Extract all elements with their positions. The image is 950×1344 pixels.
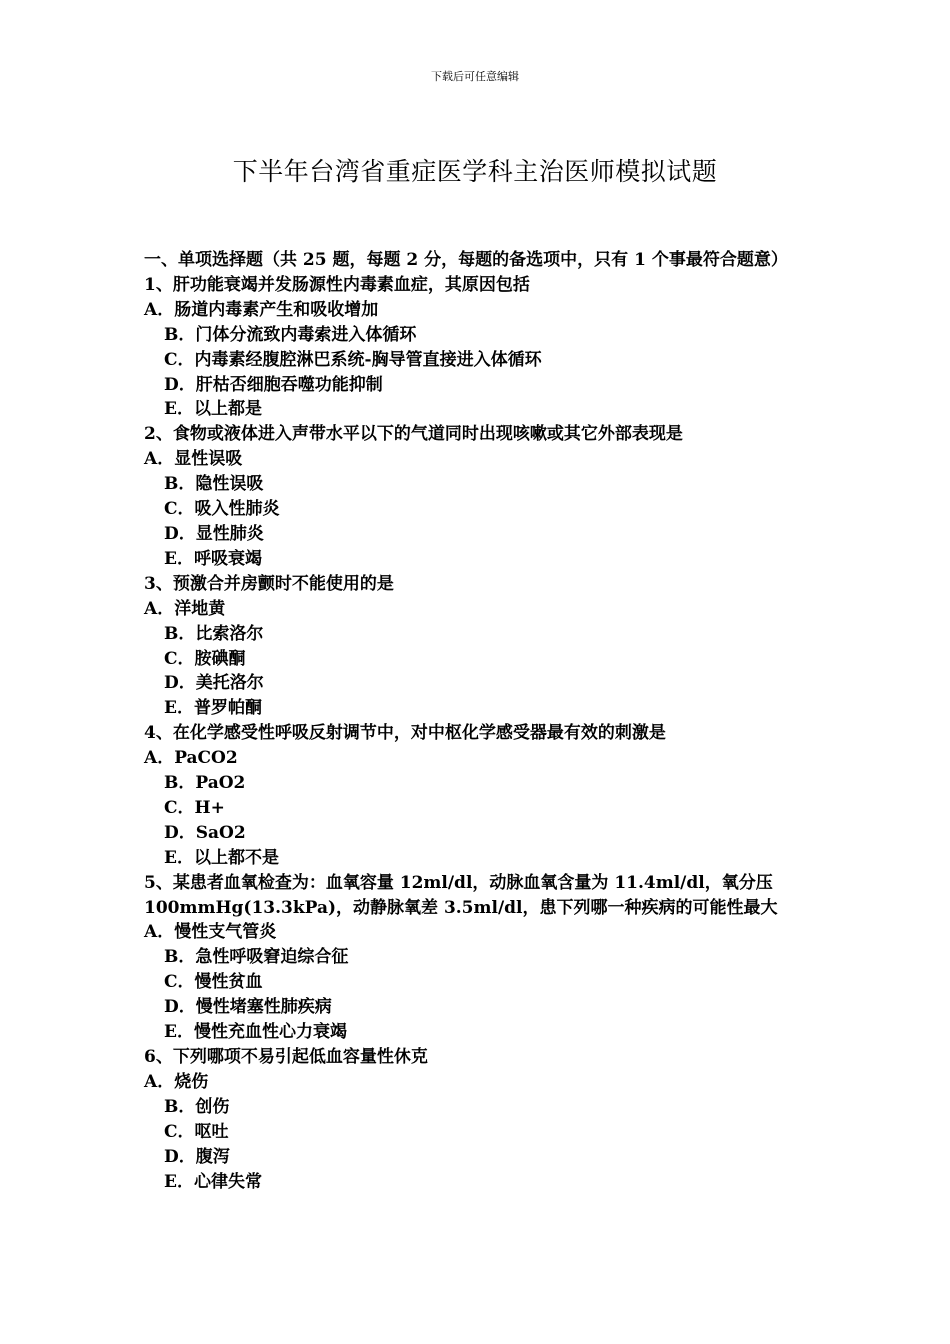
option-a: A．慢性支气管炎: [144, 922, 277, 943]
option-b: B．比索洛尔: [164, 623, 264, 644]
question-3: [144, 572, 814, 721]
option-e: E．普罗帕酮: [164, 698, 262, 719]
option-e: E．慢性充血性心力衰竭: [164, 1022, 347, 1043]
document-title: 下半年台湾省重症医学科主治医师模拟试题: [232, 157, 718, 186]
option-c: C．H+: [164, 797, 225, 818]
option-d: D．SaO2: [164, 822, 246, 843]
option-a: A．肠道内毒素产生和吸收增加: [144, 299, 379, 320]
question-2: [144, 422, 814, 571]
option-c: C．吸入性肺炎: [164, 499, 280, 520]
option-c: C．内毒素经腹腔淋巴系统-胸导管直接进入体循环: [164, 349, 542, 370]
option-a: A．PaCO2: [144, 748, 238, 769]
option-c: C．呕吐: [164, 1121, 229, 1142]
option-d: D．腹泻: [164, 1146, 230, 1167]
option-a: A．洋地黄: [144, 598, 226, 619]
option-a: A．烧伤: [144, 1071, 209, 1092]
option-c: C．胺碘酮: [164, 648, 246, 669]
option-e: E．以上都是: [164, 399, 262, 420]
question-5: [144, 871, 814, 1045]
option-d: D．肝枯否细胞吞噬功能抑制: [164, 374, 383, 395]
question-stem: 6、下列哪项不易引起低血容量性休克: [144, 1047, 428, 1067]
question-stem: 2、食物或液体进入声带水平以下的气道同时出现咳嗽或其它外部表现是: [144, 424, 683, 445]
option-d: D．显性肺炎: [164, 523, 264, 544]
option-a: A．显性误吸: [144, 449, 243, 470]
option-c: C．慢性贫血: [164, 972, 263, 993]
question-stem: 1、肝功能衰竭并发肠源性内毒素血症，其原因包括: [144, 274, 530, 295]
option-d: D．美托洛尔: [164, 673, 264, 694]
option-b: B．PaO2: [164, 773, 246, 794]
question-1: [144, 273, 814, 422]
option-e: E．呼吸衰竭: [164, 548, 262, 569]
question-stem: 4、在化学感受性呼吸反射调节中，对中枢化学感受器最有效的刺激是: [144, 723, 666, 744]
option-e: E．以上都不是: [164, 847, 279, 868]
option-b: B．门体分流致内毒索进入体循环: [164, 324, 417, 345]
question-content: [144, 248, 814, 1194]
question-6: [144, 1045, 814, 1194]
question-stem: 3、预激合并房颤时不能使用的是: [144, 573, 394, 594]
option-b: B．隐性误吸: [164, 474, 264, 495]
option-d: D．慢性堵塞性肺疾病: [164, 997, 332, 1018]
option-b: B．急性呼吸窘迫综合征: [164, 947, 349, 968]
question-4: [144, 721, 814, 870]
option-e: E．心律失常: [164, 1171, 262, 1192]
section-heading: 一、单项选择题（共 25 题，每题 2 分，每题的备选项中，只有 1 个事最符合题意）: [144, 250, 788, 270]
question-stem: 5、某患者血氧检查为：血氧容量 12ml/dl，动脉血氧含量为 11.4ml/dl，氧分压 100mmHg(13.3kPa)，动静脉氧差 3.5ml/dl，患下列哪一种疾病的可能性最大: [144, 872, 778, 918]
option-b: B．创伤: [164, 1096, 230, 1117]
page-header: 下载后可任意编辑: [431, 70, 519, 83]
